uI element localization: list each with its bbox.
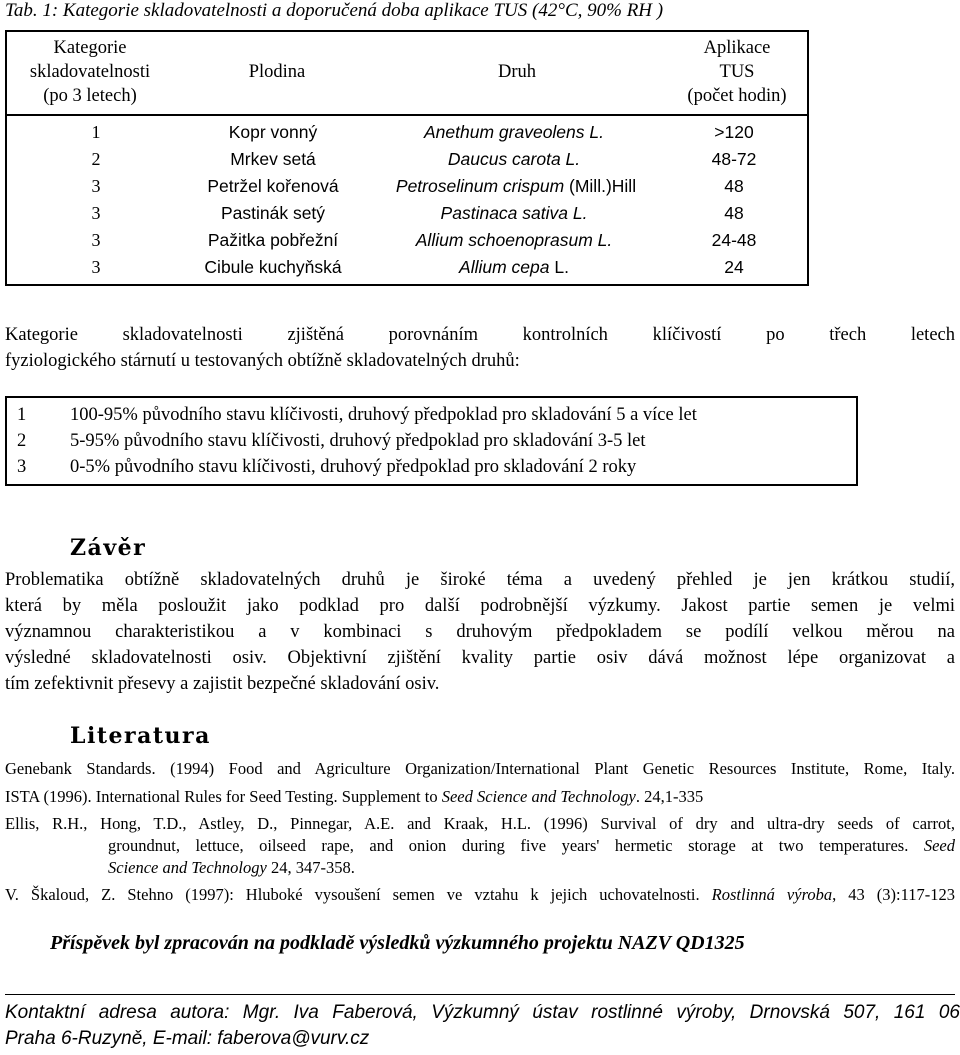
header-application: [667, 36, 807, 108]
legend-num: 2: [17, 431, 27, 451]
legend-text: 5-95% původního stavu klíčivosti, druhový předpoklad pro skladování 3-5 let: [70, 431, 646, 451]
cell-hours: 48-72: [711, 149, 757, 169]
cell-species: [448, 146, 580, 173]
cell-category: 1: [91, 122, 101, 142]
reference-item: [5, 758, 955, 780]
reference-journal: Science and Technology: [108, 858, 267, 877]
cell-species: [396, 173, 636, 200]
reference-text: . 24,1-335: [635, 787, 704, 806]
reference-text: Ellis, R.H., Hong, T.D., Astley, D., Pinnegar, A.E. and Kraak, H.L. (1996) Survival of dry and ultra-dry seeds of carrot,: [5, 814, 955, 833]
reference-item: [5, 884, 955, 906]
cell-category: 3: [91, 257, 101, 277]
cell-hours: 48: [724, 176, 744, 196]
category-intro: [5, 322, 955, 374]
reference-journal: Rostlinná výroba: [711, 885, 833, 904]
cell-category: 3: [91, 230, 101, 250]
cell-species: [424, 119, 604, 146]
reference-text: groundnut, lettuce, oilseed rape, and onion during five years' hermetic storage at two temperatures.: [108, 836, 924, 855]
table-row: [7, 227, 807, 254]
cell-hours: 24: [724, 257, 744, 277]
header-category: [9, 36, 171, 108]
literature-heading: Literatura: [70, 723, 211, 749]
reference-text: V. Škaloud, Z. Stehno (1997): Hluboké vysoušení semen ve vztahu k jejich uchovatelnosti.: [5, 885, 712, 904]
legend-text: 100-95% původního stavu klíčivosti, druhový předpoklad pro skladování 5 a více let: [70, 405, 697, 425]
cell-plant: Pažitka pobřežní: [207, 230, 339, 250]
header-application-line: TUS: [719, 62, 755, 82]
reference-journal: Seed Science and Technology: [441, 787, 636, 806]
species-name: Allium schoenoprasum L.: [415, 230, 613, 250]
table-row: [7, 119, 807, 146]
reference-item: [5, 813, 955, 879]
cell-category: 2: [91, 149, 101, 169]
reference-line: [108, 857, 955, 879]
conclusion-line: Problematika obtížně skladovatelných druhů je široké téma a uvedený přehled je jen krátkou studií,: [5, 570, 955, 590]
cell-species: [441, 200, 588, 227]
species-name: Anethum graveolens L.: [424, 122, 604, 142]
footer-contact: [5, 1000, 960, 1052]
table-row: [7, 254, 807, 281]
species-author: (Mill.)Hill: [564, 176, 637, 196]
cell-category: 3: [91, 203, 101, 223]
species-name: Petroselinum crispum: [395, 176, 565, 196]
reference-item: [5, 786, 955, 808]
species-author: L.: [549, 257, 569, 277]
header-category-line: (po 3 letech): [43, 86, 137, 106]
header-divider: [7, 114, 807, 116]
reference-continuation: [5, 835, 955, 879]
footer-line: Kontaktní adresa autora: Mgr. Iva Faberová, Výzkumný ústav rostlinné výroby, Drnovská 507, 161 06: [5, 1002, 960, 1023]
footer-line: Praha 6-Ruzyně, E-mail: faberova@vurv.cz: [5, 1028, 370, 1049]
cell-plant: Pastinák setý: [220, 203, 326, 223]
reference-text: ISTA (1996). International Rules for Seed Testing. Supplement to: [5, 787, 442, 806]
reference-text: , 43 (3):117-123: [832, 885, 955, 904]
header-application-line: Aplikace: [703, 38, 771, 58]
species-name: Pastinaca sativa L.: [440, 203, 588, 223]
conclusion-line: která by měla posloužit jako podklad pro další podrobnější výzkumy. Jakost partie semen je velmi: [5, 596, 955, 616]
category-intro-line: Kategorie skladovatelnosti zjištěná porovnáním kontrolních klíčivostí po třech letech: [5, 325, 955, 345]
table-row: [7, 200, 807, 227]
reference-line: [5, 884, 955, 906]
species-name: Daucus carota L.: [447, 149, 581, 169]
cell-plant: Petržel kořenová: [207, 176, 339, 196]
header-species: Druh: [497, 62, 537, 82]
reference-journal: Seed: [923, 836, 955, 855]
cell-plant: Cibule kuchyňská: [204, 257, 342, 277]
reference-text: Genebank Standards. (1994) Food and Agriculture Organization/International Plant Genetic Resources Institute, Rome, Italy.: [5, 759, 955, 778]
table-caption: Tab. 1: Kategorie skladovatelnosti a doporučená doba aplikace TUS (42°C, 90% RH ): [5, 0, 664, 21]
header-category-line: Kategorie: [53, 38, 127, 58]
category-legend: [5, 396, 858, 486]
footer-divider: [5, 994, 955, 995]
storability-table: [5, 30, 809, 286]
legend-num: 3: [17, 457, 27, 477]
legend-num: 1: [17, 405, 27, 425]
reference-text: 24, 347-358.: [266, 858, 355, 877]
header-category-line: skladovatelnosti: [29, 62, 151, 82]
cell-hours: >120: [714, 122, 754, 142]
conclusion-line: významnou charakteristikou a v kombinaci s druhovým předpokladem se podílí velkou měrou na: [5, 622, 955, 642]
cell-plant: Mrkev setá: [230, 149, 316, 169]
cell-species: [416, 227, 612, 254]
table-row: [7, 146, 807, 173]
reference-line: [108, 835, 955, 857]
header-plant: Plodina: [248, 62, 306, 82]
category-intro-line: fyziologického stárnutí u testovaných obtížně skladovatelných druhů:: [5, 351, 520, 371]
table-row: [7, 173, 807, 200]
cell-hours: 48: [724, 203, 744, 223]
conclusion-text: [5, 567, 955, 697]
species-name: Allium cepa: [459, 257, 550, 277]
conclusion-line: tím zefektivnit přesevy a zajistit bezpečné skladování osiv.: [5, 674, 440, 694]
cell-plant: Kopr vonný: [228, 122, 318, 142]
cell-hours: 24-48: [711, 230, 757, 250]
conclusion-heading: Závěr: [70, 535, 147, 561]
cell-species: [459, 254, 569, 281]
cell-category: 3: [91, 176, 101, 196]
conclusion-line: výsledné skladovatelnosti osiv. Objektivní zjištění kvality partie osiv dává možnost lépe organizovat a: [5, 648, 955, 668]
header-application-line: (počet hodin): [687, 86, 787, 106]
project-note: Příspěvek byl zpracován na podkladě výsledků výzkumného projektu NAZV QD1325: [50, 932, 745, 954]
legend-text: 0-5% původního stavu klíčivosti, druhový předpoklad pro skladování 2 roky: [70, 457, 637, 477]
